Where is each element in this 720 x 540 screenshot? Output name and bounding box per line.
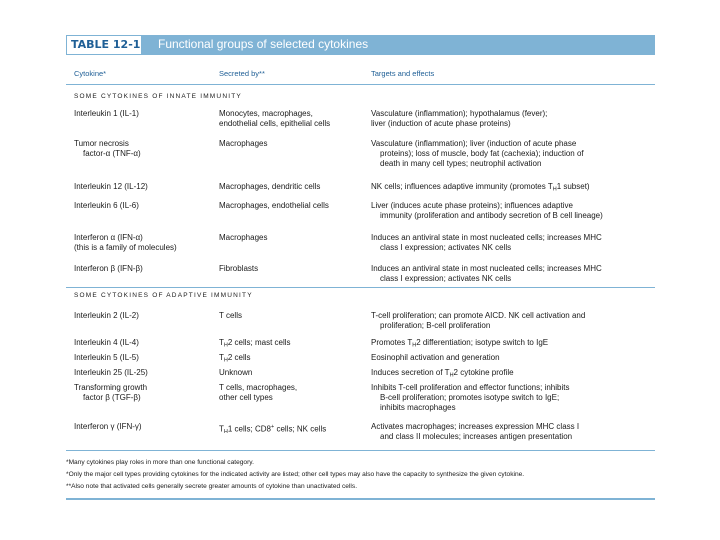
cytokine-name: Tumor necrosis factor-α (TNF-α) xyxy=(74,139,141,159)
footnote: *Many cytokines play roles in more than one functional category. xyxy=(66,459,254,466)
secreted-by: T cells, macrophages, other cell types xyxy=(219,383,298,403)
footnote-divider xyxy=(66,450,655,451)
header-divider xyxy=(66,84,655,85)
table-title: Functional groups of selected cytokines xyxy=(158,37,369,51)
targets-effects: Vasculature (inflammation); liver (induction of acute phase proteins); loss of muscle, body fat (cachexia); induction of death in many cell types; neutrophil activation xyxy=(371,139,584,169)
secreted-by: $T_H2$ cells; mast cells xyxy=(219,338,291,349)
table-number: TABLE 12-1 xyxy=(66,35,142,55)
secreted-by: Unknown xyxy=(219,368,253,377)
cytokine-name: Interferon α (IFN-α) (this is a family of molecules) xyxy=(74,233,177,253)
secreted-by: $T_H2$ cells xyxy=(219,353,251,364)
cytokine-name: Interleukin 5 (IL-5) xyxy=(74,353,139,362)
targets-effects: Induces an antiviral state in most nucleated cells; increases MHC class I expression; activates NK cells xyxy=(371,264,602,284)
cytokine-name: Interleukin 1 (IL-1) xyxy=(74,109,139,118)
cytokine-name: Transforming growth factor β (TGF-β) xyxy=(74,383,148,403)
cytokine-name: Interferon β (IFN-β) xyxy=(74,264,143,273)
targets-effects: Promotes $T_H2$ differentiation; isotype switch to IgE xyxy=(371,338,549,349)
targets-effects: NK cells; influences adaptive immunity (promotes $T_H1$ subset) xyxy=(371,182,590,193)
footnote: *Only the major cell types providing cytokines for the indicated activity are listed; other cell types may also have the capacity to synthesize the given cytokine. xyxy=(66,471,525,478)
targets-effects: Liver (induces acute phase proteins); influences adaptive immunity (proliferation and antibody secretion of B cell lineage) xyxy=(371,201,603,221)
secreted-by: Macrophages xyxy=(219,139,268,148)
targets-effects: Induces an antiviral state in most nucleated cells; increases MHC class I expression; activates NK cells xyxy=(371,233,602,253)
secreted-by: Fibroblasts xyxy=(219,264,259,273)
section-divider xyxy=(66,287,655,288)
footnote: **Also note that activated cells generally secrete greater amounts of cytokine than unactivated cells. xyxy=(66,483,358,490)
secreted-by: Macrophages, endothelial cells xyxy=(219,201,329,210)
targets-effects: Eosinophil activation and generation xyxy=(371,353,500,362)
cytokine-name: Interleukin 25 (IL-25) xyxy=(74,368,148,377)
targets-effects: Vasculature (inflammation); hypothalamus (fever); liver (induction of acute phase proteins) xyxy=(371,109,548,129)
section-title-innate: SOME CYTOKINES OF INNATE IMMUNITY xyxy=(74,93,242,100)
targets-effects: Inhibits T-cell proliferation and effector functions; inhibits B-cell proliferation; promotes isotype switch to IgE; inhibits macrophages xyxy=(371,383,570,413)
table-bottom-rule xyxy=(66,498,655,500)
secreted-by: $T_H1$ cells; CD8+ cells; NK cells xyxy=(219,424,327,436)
column-header-secreted-by: Secreted by** xyxy=(219,69,265,78)
table-header-bar xyxy=(66,35,655,55)
secreted-by: T cells xyxy=(219,311,242,320)
column-header-cytokine: Cytokine* xyxy=(74,69,107,78)
targets-effects: Induces secretion of $T_H2$ cytokine profile xyxy=(371,368,514,379)
column-header-targets: Targets and effects xyxy=(371,69,435,78)
cytokine-name: Interleukin 4 (IL-4) xyxy=(74,338,139,347)
cytokine-name: Interleukin 12 (IL-12) xyxy=(74,182,148,191)
secreted-by: Macrophages, dendritic cells xyxy=(219,182,321,191)
targets-effects: T-cell proliferation; can promote AICD. NK cell activation and proliferation; B-cell proliferation xyxy=(371,311,586,331)
cytokine-name: Interleukin 2 (IL-2) xyxy=(74,311,139,320)
section-title-adaptive: SOME CYTOKINES OF ADAPTIVE IMMUNITY xyxy=(74,292,253,299)
cytokine-name: Interleukin 6 (IL-6) xyxy=(74,201,139,210)
targets-effects: Activates macrophages; increases expression MHC class I and class II molecules; increases antigen presentation xyxy=(371,422,580,442)
cytokine-name: Interferon γ (IFN-γ) xyxy=(74,422,142,431)
secreted-by: Macrophages xyxy=(219,233,268,242)
secreted-by: Monocytes, macrophages, endothelial cells, epithelial cells xyxy=(219,109,331,129)
